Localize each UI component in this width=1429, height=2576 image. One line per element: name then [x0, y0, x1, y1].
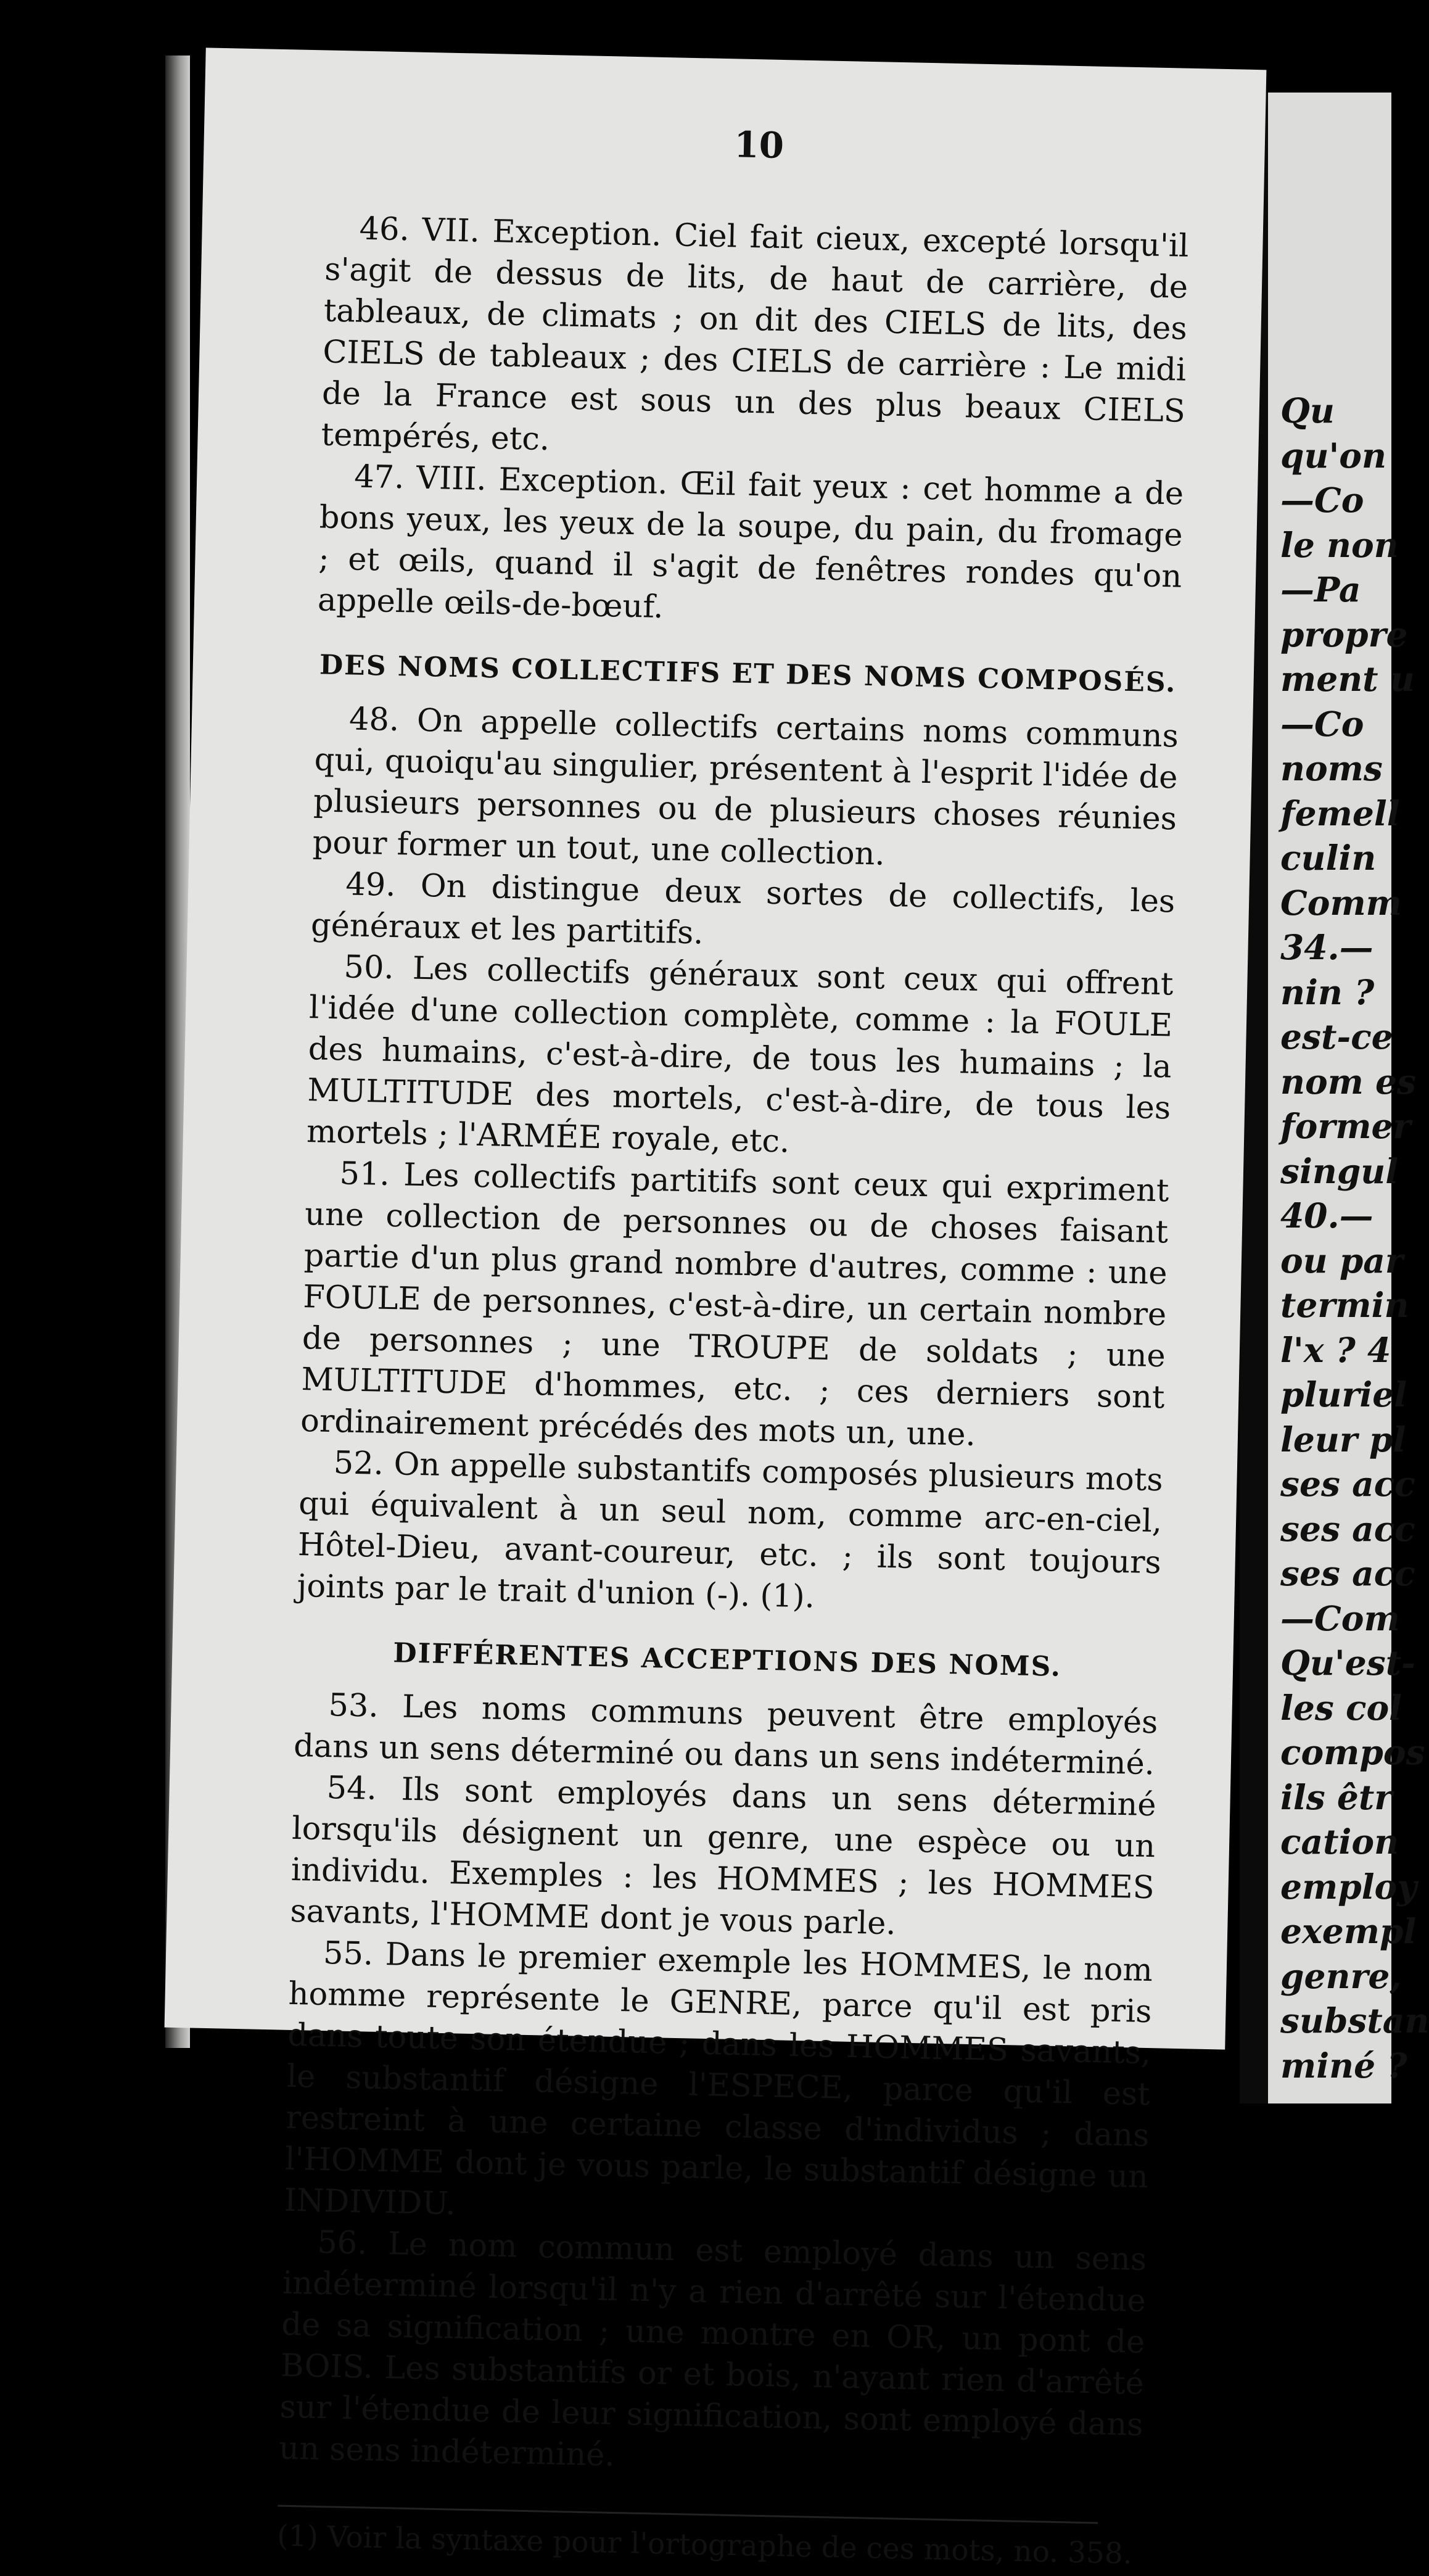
next-page-line: compos — [1280, 1732, 1425, 1772]
next-page-line: l'x ? 4 — [1280, 1329, 1391, 1370]
next-page-line: les col — [1280, 1687, 1402, 1728]
paragraph-50: 50. Les collectifs généraux sont ceux qui offrent l'idée d'une collection complète, comme : la FOULE des humains, c'est-à-dire, de tous les humains ; la MULTITUDE des mortels, c'est-à-dire, de tous les mortels ; l'ARMÉE royale, etc. — [306, 949, 1174, 1160]
next-page-line: nin ? — [1280, 972, 1375, 1012]
next-page-line: ses acc — [1280, 1508, 1415, 1549]
next-page-line: substan — [1280, 2000, 1429, 2041]
next-page-line: ses acc — [1280, 1553, 1415, 1593]
next-page-line: cation — [1280, 1822, 1399, 1862]
next-page-line: ment u — [1280, 659, 1415, 699]
paragraph-51: 51. Les collectifs partitifs sont ceux qui expriment une collection de personnes ou de choses faisant partie d'un plus grand nombre d'autres, comme : une FOULE de personnes, c'est-à-dire, un certain nombre de personnes ; une TROUPE de soldats ; une MULTITUDE d'hommes, etc. ; ces derniers sont ordinairement précédés des mots un, une. — [300, 1155, 1169, 1453]
next-page-line: —Co — [1280, 703, 1364, 744]
next-page-line: singul — [1280, 1150, 1399, 1191]
next-page-line: propre — [1280, 614, 1408, 654]
footnote: (1) Voir la syntaxe pour l'ortographe de ces mots, no. 358. — [276, 2519, 1133, 2571]
next-page-line: ils êtr — [1280, 1777, 1393, 1817]
next-page-line: noms — [1280, 748, 1383, 788]
next-page-line: —Com — [1280, 1598, 1400, 1638]
next-page-line: former — [1280, 1106, 1411, 1146]
next-page-line: femell — [1280, 793, 1400, 833]
paragraph-49: 49. On distingue deux sortes de collectifs, les généraux et les partitifs. — [310, 866, 1176, 952]
next-page-line: —Co — [1280, 480, 1364, 520]
paragraph-55: 55. Dans le premier exemple les HOMMES, le nom homme représente le GENRE, parce qu'il est pris dans toute son étendue ; dans les HOMMES savants, le substantif désigne l'ESPECE, parce qu'il est restreint à une certaine classe d'individus ; dans l'HOMME dont je vous parle, le substantif désigne un INDIVIDU. — [284, 1935, 1153, 2223]
next-page-line: pluriel — [1280, 1374, 1407, 1414]
next-page-line: miné ? — [1280, 2045, 1407, 2086]
next-page-line: ses acc — [1280, 1464, 1415, 1504]
paragraph-56: 56. Le nom commun est employé dans un sens indéterminé lorsqu'il n'y a rien d'arrêté sur l'étendue de sa signification ; une montre en OR, un pont de BOIS. Les substantifs or et bois, n'ayant rien d'arrêté sur l'étendue de leur signification, sont employé dans un sens indéterminé. — [278, 2224, 1147, 2474]
next-page-line: leur pl — [1280, 1419, 1406, 1459]
next-page-line: Qu'est- — [1280, 1643, 1415, 1683]
paragraph-52: 52. On appelle substantifs composés plusieurs mots qui équivalent à un seul nom, comme arc-en-ciel, Hôtel-Dieu, avant-coureur, etc. ; ils sont toujours joints par le trait d'union (-). (1). — [296, 1445, 1164, 1616]
next-page-line: exempl — [1280, 1911, 1417, 1951]
section-heading-collectifs: DES NOMS COLLECTIFS ET DES NOMS COMPOSÉS. — [319, 649, 1177, 699]
book-page — [165, 47, 1267, 2571]
section-heading-acceptions: DIFFÉRENTES ACCEPTIONS DES NOMS. — [392, 1637, 1062, 1683]
page-content — [276, 51, 1193, 2571]
next-page-line: termin — [1280, 1285, 1409, 1325]
next-page-line: culin — [1280, 838, 1377, 878]
page-body — [277, 207, 1189, 2574]
next-page-text — [1280, 389, 1429, 2088]
next-page-line: Comm — [1280, 882, 1402, 923]
next-page-line: —Pa — [1280, 569, 1361, 609]
next-page-line: 34.— — [1280, 927, 1373, 967]
next-page-line: est-ce — [1280, 1017, 1393, 1057]
next-page-line: genre, — [1280, 1955, 1402, 1996]
paragraph-46: 46. VII. Exception. Ciel fait cieux, excepté lorsqu'il s'agit de dessus de lits, de haut de carrière, de tableaux, de climats ; on dit des CIELS de lits, des CIELS de tableaux ; des CIELS de carrière : Le midi de la France est sous un des plus beaux CIELS tempérés, etc. — [321, 210, 1190, 458]
next-page-line: qu'on — [1280, 435, 1386, 476]
next-page-line: nom es — [1280, 1061, 1416, 1102]
next-page-line: employ — [1280, 1866, 1417, 1907]
paragraph-47: 47. VIII. Exception. Œil fait yeux : cet homme a de bons yeux, les yeux de la soupe, du pain, du fromage ; et œils, quand il s'agit de fenêtres rondes qu'on appelle œils-de-bœuf. — [317, 458, 1184, 626]
next-page-line: 40.— — [1280, 1195, 1373, 1236]
paragraph-48: 48. On appelle collectifs certains noms communs qui, quoiqu'au singulier, présentent à l'esprit l'idée de plusieurs personnes ou de plusieurs choses réunies pour former un tout, une collection. — [312, 701, 1179, 873]
next-page-edge — [1268, 93, 1429, 2103]
next-page-line: le non — [1280, 524, 1399, 565]
next-page-line: Qu — [1280, 390, 1335, 431]
paragraph-53: 53. Les noms communs peuvent être employés dans un sens déterminé ou dans un sens indéterminé. — [293, 1687, 1158, 1783]
paragraph-54: 54. Ils sont employés dans un sens déterminé lorsqu'ils désignent un genre, une espèce ou un individu. Exemples : les HOMMES ; les HOMMES savants, l'HOMME dont je vous parle. — [289, 1770, 1157, 1942]
page-number: 10 — [733, 123, 785, 167]
next-page-line: ou par — [1280, 1240, 1403, 1281]
